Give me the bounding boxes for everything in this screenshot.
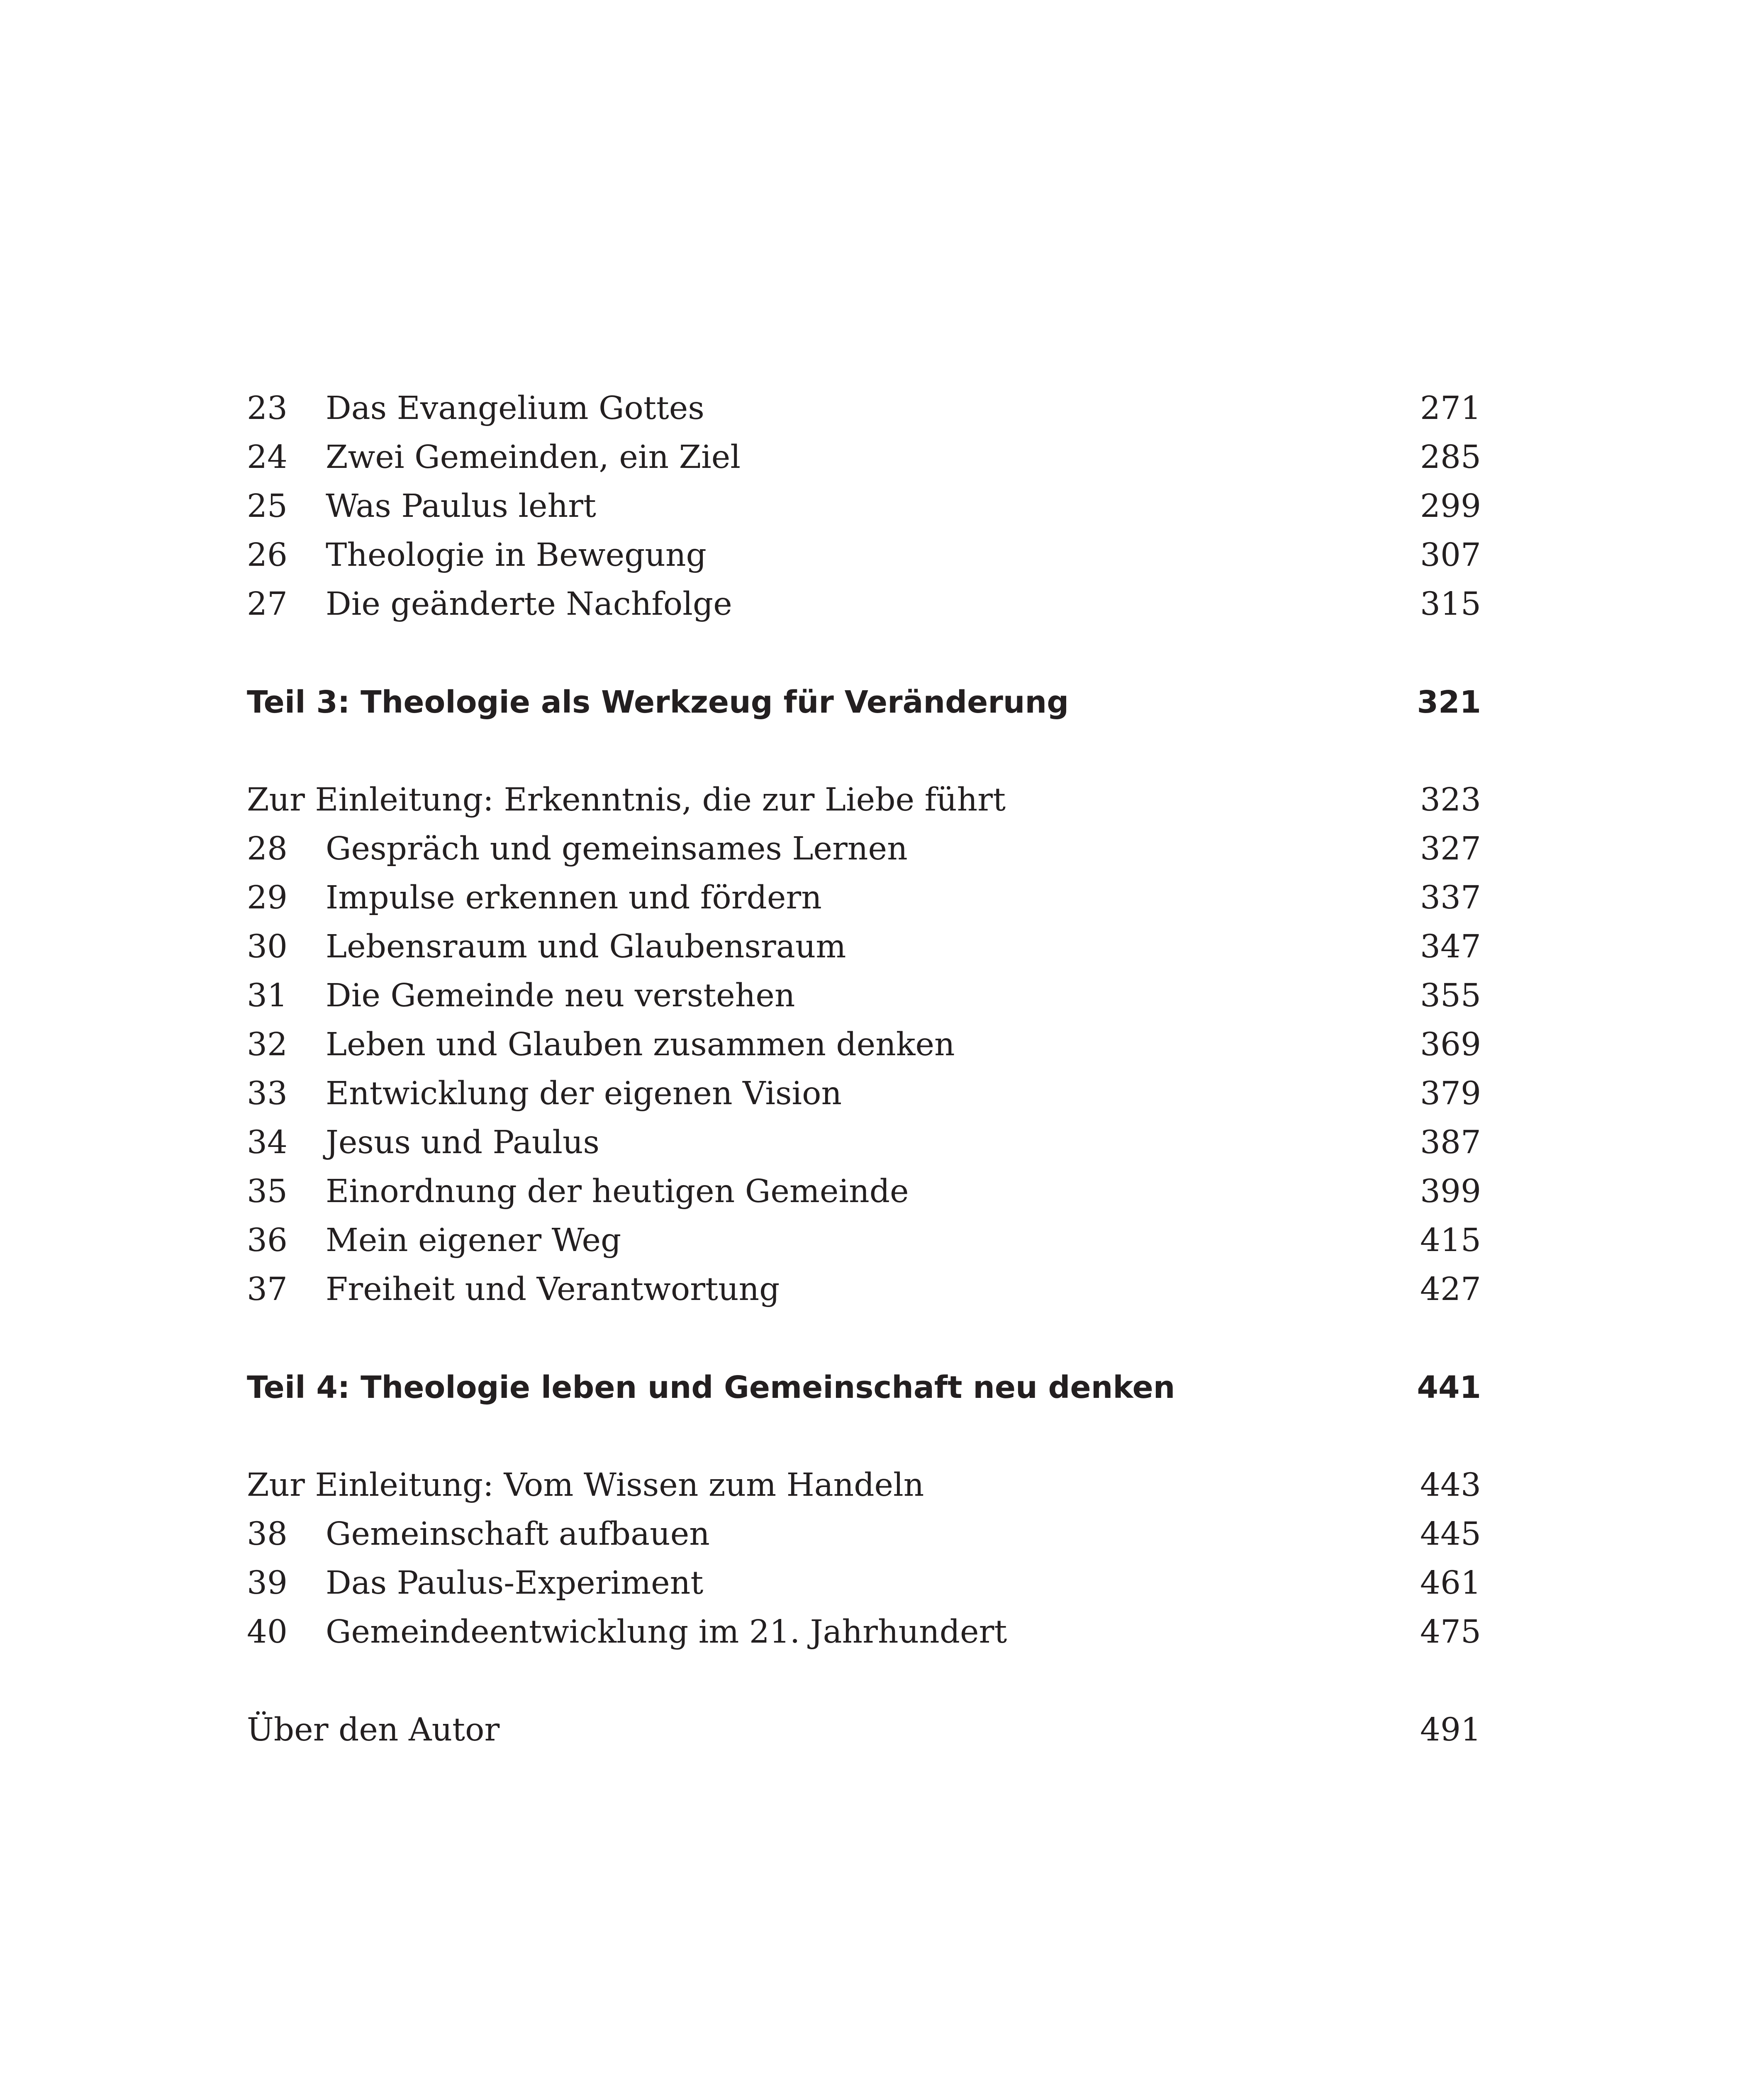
page-number: 271 <box>1420 390 1481 427</box>
chapter-title: Die Gemeinde neu verstehen <box>326 977 795 1014</box>
chapter-title: Gemeinschaft aufbauen <box>326 1516 710 1553</box>
toc-entry-chapter[interactable] <box>247 1069 1481 1118</box>
toc-entry-chapter[interactable] <box>247 1167 1481 1216</box>
toc-entry-chapter[interactable] <box>247 825 1481 874</box>
toc-entry-chapter[interactable] <box>247 482 1481 531</box>
chapter-number: 27 <box>247 586 288 623</box>
chapter-title: Theologie in Bewegung <box>326 537 707 574</box>
toc-entry-chapter[interactable] <box>247 580 1481 629</box>
page-number: 475 <box>1420 1614 1481 1650</box>
page-number: 461 <box>1420 1565 1481 1602</box>
chapter-number: 23 <box>247 390 288 427</box>
intro-title: Zur Einleitung: Erkenntnis, die zur Liebe führt <box>247 781 1006 818</box>
chapter-number: 36 <box>247 1222 288 1259</box>
page-number: 299 <box>1420 488 1481 525</box>
toc-part-heading[interactable] <box>247 678 1481 727</box>
page-number: 369 <box>1420 1026 1481 1063</box>
page-number: 307 <box>1420 537 1481 574</box>
toc-entry-chapter[interactable] <box>247 923 1481 971</box>
toc-entry-chapter[interactable] <box>247 1020 1481 1069</box>
toc-entry-chapter[interactable] <box>247 531 1481 580</box>
intro-title: Zur Einleitung: Vom Wissen zum Handeln <box>247 1467 924 1504</box>
toc-entry-chapter[interactable] <box>247 1216 1481 1265</box>
page-number: 445 <box>1420 1516 1481 1553</box>
chapter-number: 28 <box>247 830 288 867</box>
toc-entry-chapter[interactable] <box>247 433 1481 482</box>
page-number: 443 <box>1420 1467 1481 1504</box>
toc-entry-intro[interactable] <box>247 1461 1481 1510</box>
toc-entry-intro[interactable] <box>247 776 1481 825</box>
chapter-number: 31 <box>247 977 288 1014</box>
chapter-number: 30 <box>247 928 288 965</box>
chapter-number: 29 <box>247 879 288 916</box>
page-number: 323 <box>1420 781 1481 818</box>
chapter-title: Mein eigener Weg <box>326 1222 621 1259</box>
back-matter-title: Über den Autor <box>247 1711 500 1748</box>
chapter-number: 32 <box>247 1026 288 1063</box>
page-number: 337 <box>1420 879 1481 916</box>
page-number: 491 <box>1420 1711 1481 1748</box>
chapter-number: 38 <box>247 1516 288 1553</box>
toc-part-heading[interactable] <box>247 1363 1481 1412</box>
chapter-number: 35 <box>247 1173 288 1210</box>
chapter-title: Freiheit und Verantwortung <box>326 1271 780 1308</box>
part-title: Teil 3: Theologie als Werkzeug für Veränderung <box>247 684 1069 720</box>
chapter-title: Einordnung der heutigen Gemeinde <box>326 1173 909 1210</box>
chapter-number: 37 <box>247 1271 288 1308</box>
page-number: 427 <box>1420 1271 1481 1308</box>
page-number: 327 <box>1420 830 1481 867</box>
chapter-number: 26 <box>247 537 288 574</box>
page-number: 387 <box>1420 1124 1481 1161</box>
page-number: 379 <box>1420 1075 1481 1112</box>
chapter-title: Die geänderte Nachfolge <box>326 586 732 623</box>
toc-entry-chapter[interactable] <box>247 384 1481 433</box>
toc-entry-chapter[interactable] <box>247 1510 1481 1559</box>
chapter-number: 25 <box>247 488 288 525</box>
chapter-number: 24 <box>247 439 288 476</box>
toc-entry-back-matter[interactable] <box>247 1706 1481 1755</box>
toc-entry-chapter[interactable] <box>247 1265 1481 1314</box>
chapter-title: Gemeindeentwicklung im 21. Jahrhundert <box>326 1614 1007 1650</box>
chapter-title: Leben und Glauben zusammen denken <box>326 1026 955 1063</box>
chapter-number: 39 <box>247 1565 288 1602</box>
chapter-title: Entwicklung der eigenen Vision <box>326 1075 842 1112</box>
chapter-title: Impulse erkennen und fördern <box>326 879 822 916</box>
chapter-title: Jesus und Paulus <box>326 1124 600 1161</box>
chapter-number: 40 <box>247 1614 288 1650</box>
toc-entry-chapter[interactable] <box>247 971 1481 1020</box>
page-number: 347 <box>1420 928 1481 965</box>
part-title: Teil 4: Theologie leben und Gemeinschaft neu denken <box>247 1370 1175 1405</box>
toc-entry-chapter[interactable] <box>247 1559 1481 1608</box>
toc-entry-chapter[interactable] <box>247 874 1481 923</box>
chapter-title: Das Paulus-Experiment <box>326 1565 704 1602</box>
chapter-number: 34 <box>247 1124 288 1161</box>
page-number: 285 <box>1420 439 1481 476</box>
page-number: 315 <box>1420 586 1481 623</box>
page-number: 399 <box>1420 1173 1481 1210</box>
chapter-number: 33 <box>247 1075 288 1112</box>
page-number: 321 <box>1417 684 1481 720</box>
chapter-title: Lebensraum und Glaubensraum <box>326 928 846 965</box>
toc-entry-chapter[interactable] <box>247 1118 1481 1167</box>
page-number: 355 <box>1420 977 1481 1014</box>
chapter-title: Zwei Gemeinden, ein Ziel <box>326 439 741 476</box>
chapter-title: Gespräch und gemeinsames Lernen <box>326 830 908 867</box>
page-number: 441 <box>1417 1370 1481 1405</box>
toc-entry-chapter[interactable] <box>247 1608 1481 1657</box>
chapter-title: Was Paulus lehrt <box>326 488 596 525</box>
page-number: 415 <box>1420 1222 1481 1259</box>
chapter-title: Das Evangelium Gottes <box>326 390 704 427</box>
